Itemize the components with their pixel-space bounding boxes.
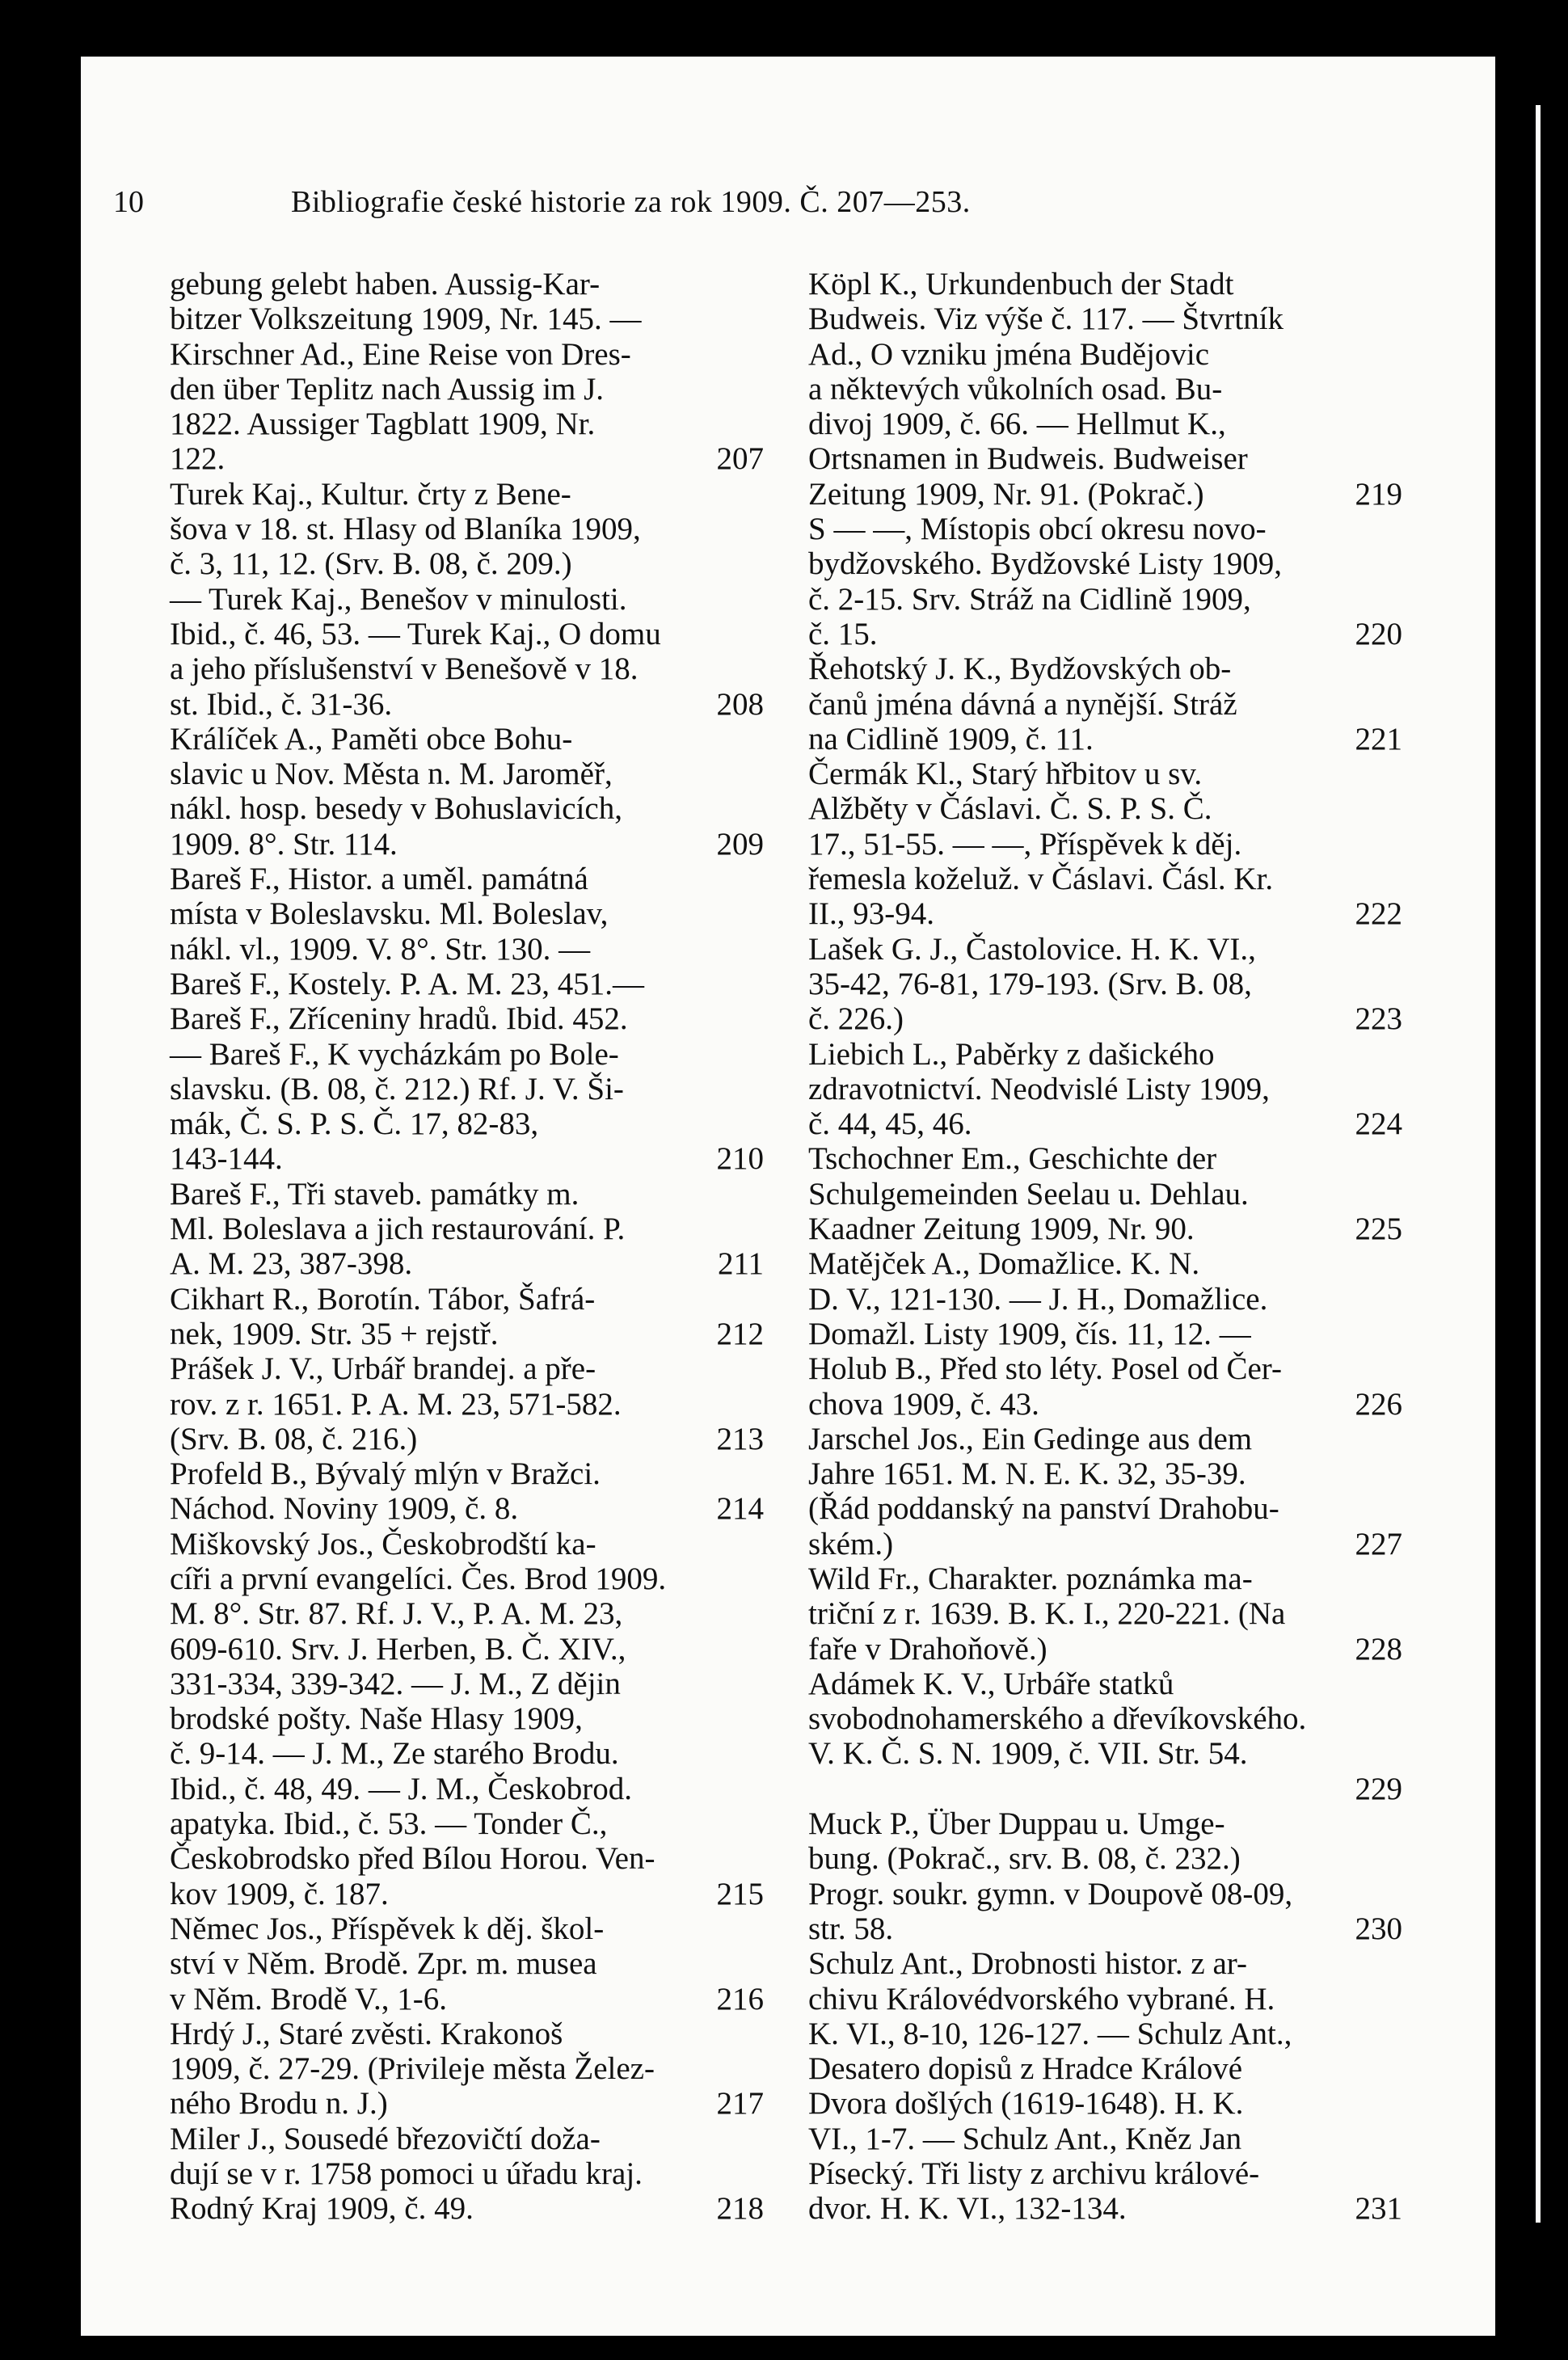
- entry-number: 222: [1355, 896, 1402, 932]
- line-text: Němec Jos., Příspěvek k děj. škol-: [170, 1911, 605, 1946]
- text-line: [808, 1527, 1402, 1561]
- line-text: v Něm. Brodě V., 1-6.: [170, 1981, 448, 2017]
- text-line: [170, 2017, 764, 2051]
- text-line: [170, 791, 764, 826]
- line-text: Holub B., Před sto léty. Posel od Čer-: [808, 1351, 1282, 1387]
- entry-number: 217: [716, 2086, 764, 2122]
- line-text: Zeitung 1909, Nr. 91. (Pokrač.): [808, 476, 1204, 512]
- line-text: Písecký. Tři listy z archivu králové-: [808, 2156, 1260, 2192]
- line-text: 122.: [170, 441, 226, 477]
- line-text: den über Teplitz nach Aussig im J.: [170, 371, 605, 407]
- line-text: Tschochner Em., Geschichte der: [808, 1141, 1217, 1177]
- text-line: [170, 2156, 764, 2191]
- line-text: Schulgemeinden Seelau u. Dehlau.: [808, 1176, 1249, 1212]
- text-line: [808, 1422, 1402, 1456]
- entry-number: 209: [716, 826, 764, 862]
- line-text: Progr. soukr. gymn. v Doupově 08-09,: [808, 1876, 1293, 1911]
- text-line: [808, 651, 1402, 686]
- line-text: Matějček A., Domažlice. K. N.: [808, 1246, 1200, 1282]
- line-text: ském.): [808, 1526, 894, 1561]
- text-line: [170, 1282, 764, 1317]
- text-line: [808, 1387, 1402, 1422]
- text-line: [170, 267, 764, 301]
- line-text: Wild Fr., Charakter. poznámka ma-: [808, 1561, 1253, 1596]
- text-line: [170, 651, 764, 686]
- entry-number: 207: [716, 441, 764, 477]
- text-line: [808, 1561, 1402, 1596]
- line-text: kov 1909, č. 187.: [170, 1876, 389, 1911]
- entry-number: 221: [1355, 721, 1402, 756]
- text-line: [808, 407, 1402, 441]
- text-line: [170, 1456, 764, 1491]
- text-line: [808, 2051, 1402, 2086]
- line-text: nek, 1909. Str. 35 + rejstř.: [170, 1316, 499, 1351]
- line-text: bydžovského. Bydžovské Listy 1909,: [808, 546, 1283, 582]
- line-text: Turek Kaj., Kultur. črty z Bene-: [170, 476, 571, 512]
- entry-number: 218: [716, 2191, 764, 2227]
- line-text: st. Ibid., č. 31-36.: [170, 686, 393, 722]
- text-line: [808, 1037, 1402, 1072]
- line-text: 143-144.: [170, 1141, 283, 1177]
- text-line: [170, 2086, 764, 2121]
- text-line: [808, 582, 1402, 617]
- text-line: [170, 1212, 764, 1246]
- entry-number: 208: [716, 686, 764, 722]
- text-line: [170, 1491, 764, 1526]
- line-text: K. VI., 8-10, 126-127. — Schulz Ant.,: [808, 2016, 1292, 2051]
- line-text: Náchod. Noviny 1909, č. 8.: [170, 1491, 519, 1527]
- text-line: [170, 1632, 764, 1667]
- text-line: [170, 1177, 764, 1212]
- line-text: 331-334, 339-342. — J. M., Z dějin: [170, 1666, 621, 1701]
- text-line: [170, 1772, 764, 1806]
- text-line: [808, 1806, 1402, 1841]
- text-line: [808, 687, 1402, 722]
- line-text: č. 2-15. Srv. Stráž na Cidlině 1909,: [808, 581, 1251, 617]
- line-text: čanů jména dávná a nynější. Stráž: [808, 686, 1237, 722]
- line-text: 609-610. Srv. J. Herben, B. Č. XIV.,: [170, 1631, 626, 1667]
- text-line: [170, 1246, 764, 1281]
- line-text: na Cidlině 1909, č. 11.: [808, 721, 1094, 756]
- text-line: [170, 546, 764, 581]
- text-line: [170, 1946, 764, 1981]
- text-line: [170, 582, 764, 617]
- line-text: Jarschel Jos., Ein Gedinge aus dem: [808, 1421, 1253, 1456]
- text-line: [808, 1212, 1402, 1246]
- text-line: [808, 1177, 1402, 1212]
- text-line: [808, 2122, 1402, 2156]
- running-title: Bibliografie české historie za rok 1909. Č. 207—253.: [291, 185, 971, 219]
- line-text: rov. z r. 1651. P. A. M. 23, 571-582.: [170, 1386, 622, 1422]
- text-line: [170, 1561, 764, 1596]
- text-line: [808, 862, 1402, 896]
- line-text: Budweis. Viz výše č. 117. — Štvrtník: [808, 301, 1284, 337]
- line-text: Köpl K., Urkundenbuch der Stadt: [808, 267, 1234, 301]
- line-text: Českobrodsko před Bílou Horou. Ven-: [170, 1841, 655, 1877]
- line-text: Kirschner Ad., Eine Reise von Dres-: [170, 336, 631, 372]
- text-line: [170, 1806, 764, 1841]
- entry-number: 226: [1355, 1386, 1402, 1422]
- line-text: č. 9-14. — J. M., Ze starého Brodu.: [170, 1736, 619, 1772]
- line-text: Hrdý J., Staré zvěsti. Krakonoš: [170, 2016, 563, 2051]
- line-text: Rodný Kraj 1909, č. 49.: [170, 2191, 474, 2227]
- line-text: — Turek Kaj., Benešov v minulosti.: [170, 581, 627, 617]
- line-text: Ortsnamen in Budweis. Budweiser: [808, 441, 1248, 477]
- line-text: ství v Něm. Brodě. Zpr. m. musea: [170, 1946, 597, 1982]
- text-line: [808, 932, 1402, 967]
- text-line: [808, 1701, 1402, 1736]
- line-text: Alžběty v Čáslavi. Č. S. P. S. Č.: [808, 791, 1212, 827]
- text-line: [808, 1317, 1402, 1351]
- text-line: [170, 1911, 764, 1946]
- text-line: [808, 1632, 1402, 1667]
- line-text: D. V., 121-130. — J. H., Domažlice.: [808, 1281, 1268, 1317]
- text-line: [808, 1911, 1402, 1946]
- text-line: [170, 617, 764, 651]
- text-line: [170, 1527, 764, 1561]
- line-text: Bareš F., Kostely. P. A. M. 23, 451.—: [170, 966, 644, 1001]
- line-text: brodské pošty. Naše Hlasy 1909,: [170, 1701, 583, 1737]
- line-text: faře v Drahoňově.): [808, 1631, 1047, 1667]
- line-text: Domažl. Listy 1909, čís. 11, 12. —: [808, 1316, 1251, 1351]
- line-text: Prášek J. V., Urbář brandej. a pře-: [170, 1351, 596, 1387]
- line-text: Profeld B., Bývalý mlýn v Bražci.: [170, 1456, 601, 1492]
- line-text: II., 93-94.: [808, 896, 934, 932]
- text-line: [170, 2191, 764, 2226]
- line-text: dují se v r. 1758 pomoci u úřadu kraj.: [170, 2156, 643, 2192]
- line-text: 1909. 8°. Str. 114.: [170, 826, 398, 862]
- text-line: [170, 1387, 764, 1422]
- line-text: č. 15.: [808, 616, 878, 651]
- text-line: [170, 477, 764, 512]
- entry-number: 219: [1355, 476, 1402, 512]
- text-line: [170, 441, 764, 476]
- line-text: Bareš F., Zříceniny hradů. Ibid. 452.: [170, 1001, 628, 1037]
- entry-number: 213: [716, 1421, 764, 1456]
- text-line: [808, 2191, 1402, 2226]
- line-text: 1822. Aussiger Tagblatt 1909, Nr.: [170, 407, 596, 442]
- page-header: [113, 176, 1406, 225]
- line-text: dvor. H. K. VI., 132-134.: [808, 2191, 1127, 2227]
- entry-number: 211: [717, 1246, 764, 1282]
- line-text: — Bareš F., K vycházkám po Bole-: [170, 1036, 619, 1072]
- text-line: [808, 267, 1402, 301]
- line-text: Liebich L., Paběrky z dašického: [808, 1036, 1215, 1072]
- line-text: řemesla koželuž. v Čáslavi. Čásl. Kr.: [808, 862, 1274, 897]
- text-line: [808, 337, 1402, 372]
- text-line: [808, 722, 1402, 756]
- line-text: (Srv. B. 08, č. 216.): [170, 1421, 418, 1456]
- line-text: Králíček A., Paměti obce Bohu-: [170, 721, 573, 756]
- line-text: A. M. 23, 387-398.: [170, 1246, 413, 1282]
- line-text: Miškovský Jos., Českobrodští ka-: [170, 1526, 596, 1561]
- line-text: č. 44, 45, 46.: [808, 1106, 972, 1142]
- line-text: nákl. hosp. besedy v Bohuslavicích,: [170, 791, 622, 827]
- line-text: chova 1909, č. 43.: [808, 1386, 1039, 1422]
- entry-number: 210: [716, 1141, 764, 1177]
- line-text: Lašek G. J., Častolovice. H. K. VI.,: [808, 931, 1256, 967]
- line-text: 1909, č. 27-29. (Privileje města Želez-: [170, 2051, 655, 2087]
- text-line: [170, 722, 764, 756]
- line-text: šova v 18. st. Hlasy od Blaníka 1909,: [170, 512, 641, 547]
- line-text: Ibid., č. 48, 49. — J. M., Českobrod.: [170, 1771, 632, 1806]
- text-line: [170, 932, 764, 967]
- text-line: [808, 1141, 1402, 1176]
- page-number: 10: [113, 185, 144, 219]
- line-text: Ad., O vzniku jména Budějovic: [808, 336, 1210, 372]
- text-line: [808, 1282, 1402, 1317]
- entry-number: 223: [1355, 1001, 1402, 1037]
- text-line: [808, 1246, 1402, 1281]
- line-text: Adámek K. V., Urbáře statků: [808, 1666, 1174, 1701]
- text-line: [170, 1351, 764, 1386]
- text-line: [170, 827, 764, 862]
- text-line: [808, 546, 1402, 581]
- line-text: a něktevých vůkolních osad. Bu-: [808, 371, 1223, 407]
- text-line: [808, 1877, 1402, 1911]
- text-line: [170, 1001, 764, 1036]
- text-line: [808, 827, 1402, 862]
- line-text: Jahre 1651. M. N. E. K. 32, 35-39.: [808, 1456, 1246, 1492]
- text-line: [808, 2156, 1402, 2191]
- text-line: [170, 1072, 764, 1106]
- line-text: triční z r. 1639. B. K. I., 220-221. (Na: [808, 1596, 1286, 1632]
- text-line: [170, 1736, 764, 1771]
- line-text: mák, Č. S. P. S. Č. 17, 82-83,: [170, 1106, 539, 1142]
- line-text: místa v Boleslavsku. Ml. Boleslav,: [170, 896, 609, 932]
- text-line: [808, 1982, 1402, 2017]
- text-line: [170, 967, 764, 1001]
- line-text: str. 58.: [808, 1911, 894, 1946]
- right-column: [808, 267, 1402, 2227]
- text-line: [808, 2086, 1402, 2121]
- line-text: a jeho příslušenství v Benešově v 18.: [170, 651, 639, 687]
- line-text: gebung gelebt haben. Aussig-Kar-: [170, 267, 601, 301]
- entry-number: 220: [1355, 616, 1402, 651]
- entry-number: 216: [716, 1981, 764, 2017]
- text-line: [170, 2122, 764, 2156]
- text-line: [170, 1422, 764, 1456]
- text-line: [170, 1317, 764, 1351]
- line-text: č. 3, 11, 12. (Srv. B. 08, č. 209.): [170, 546, 572, 582]
- text-line: [170, 1596, 764, 1631]
- line-text: Kaadner Zeitung 1909, Nr. 90.: [808, 1212, 1195, 1247]
- line-text: Bareš F., Tři staveb. památky m.: [170, 1176, 580, 1212]
- line-text: zdravotnictví. Neodvislé Listy 1909,: [808, 1071, 1270, 1106]
- text-line: [170, 2051, 764, 2086]
- line-text: Čermák Kl., Starý hřbitov u sv.: [808, 756, 1203, 792]
- text-line: [808, 1946, 1402, 1981]
- text-line: [170, 512, 764, 546]
- entry-number: 214: [716, 1491, 764, 1527]
- left-column: [170, 267, 764, 2227]
- line-text: V. K. Č. S. N. 1909, č. VII. Str. 54.: [808, 1736, 1248, 1772]
- line-text: slavsku. (B. 08, č. 212.) Rf. J. V. Ši-: [170, 1071, 624, 1106]
- line-text: ného Brodu n. J.): [170, 2086, 388, 2122]
- text-line: [170, 896, 764, 931]
- entry-number: 212: [716, 1316, 764, 1351]
- text-line: [808, 1667, 1402, 1701]
- text-line: [170, 301, 764, 336]
- entry-number: 224: [1355, 1106, 1402, 1142]
- text-line: [170, 1982, 764, 2017]
- text-line: [170, 1141, 764, 1176]
- text-line: [808, 756, 1402, 791]
- text-line: [808, 1596, 1402, 1631]
- line-text: Dvora došlých (1619-1648). H. K.: [808, 2086, 1244, 2122]
- text-line: [170, 1877, 764, 1911]
- line-text: Ml. Boleslava a jich restaurování. P.: [170, 1212, 626, 1247]
- text-line: [808, 1001, 1402, 1036]
- text-line: [808, 372, 1402, 407]
- text-line: [808, 301, 1402, 336]
- line-text: chivu Královédvorského vybrané. H.: [808, 1981, 1275, 2017]
- text-line: [808, 1351, 1402, 1386]
- page-edge: [1536, 105, 1541, 2223]
- line-text: Řehotský J. K., Bydžovských ob-: [808, 651, 1232, 687]
- text-line: [170, 337, 764, 372]
- entry-number: 215: [716, 1876, 764, 1911]
- text-line: [170, 407, 764, 441]
- text-line: [170, 1701, 764, 1736]
- line-text: Muck P., Über Duppau u. Umge-: [808, 1806, 1225, 1842]
- text-line: [170, 687, 764, 722]
- text-line: [170, 1106, 764, 1141]
- line-text: 35-42, 76-81, 179-193. (Srv. B. 08,: [808, 966, 1252, 1001]
- text-line: [808, 1072, 1402, 1106]
- line-text: S — —, Místopis obcí okresu novo-: [808, 512, 1267, 547]
- entry-number: 229: [1355, 1771, 1402, 1806]
- line-text: č. 226.): [808, 1001, 904, 1037]
- entry-number: 228: [1355, 1631, 1402, 1667]
- entry-number: 225: [1355, 1212, 1402, 1247]
- text-line: [808, 441, 1402, 476]
- text-line: [170, 372, 764, 407]
- line-text: cíři a první evangelíci. Čes. Brod 1909.: [170, 1561, 667, 1596]
- text-line: [808, 1841, 1402, 1876]
- line-text: VI., 1-7. — Schulz Ant., Kněz Jan: [808, 2121, 1242, 2156]
- entry-number: 227: [1355, 1526, 1402, 1561]
- text-line: [170, 1667, 764, 1701]
- line-text: Desatero dopisů z Hradce Králové: [808, 2051, 1243, 2087]
- entry-number: 231: [1355, 2191, 1402, 2227]
- line-text: Schulz Ant., Drobnosti histor. z ar-: [808, 1946, 1247, 1982]
- text-line: [170, 756, 764, 791]
- line-text: divoj 1909, č. 66. — Hellmut K.,: [808, 407, 1226, 442]
- entry-number: 230: [1355, 1911, 1402, 1946]
- line-text: (Řád poddanský na panství Drahobu-: [808, 1491, 1279, 1527]
- line-text: bitzer Volkszeitung 1909, Nr. 145. —: [170, 301, 642, 337]
- line-text: apatyka. Ibid., č. 53. — Tonder Č.,: [170, 1806, 608, 1842]
- text-line: [808, 2017, 1402, 2051]
- line-text: nákl. vl., 1909. V. 8°. Str. 130. —: [170, 931, 591, 967]
- text-line: [808, 1772, 1402, 1806]
- text-line: [808, 617, 1402, 651]
- text-line: [808, 1736, 1402, 1771]
- text-line: [808, 967, 1402, 1001]
- line-text: svobodnohamerského a dřevíkovského.: [808, 1701, 1307, 1737]
- text-line: [808, 477, 1402, 512]
- text-line: [808, 512, 1402, 546]
- text-line: [808, 791, 1402, 826]
- text-line: [170, 1841, 764, 1876]
- text-line: [170, 1037, 764, 1072]
- line-text: M. 8°. Str. 87. Rf. J. V., P. A. M. 23,: [170, 1596, 623, 1632]
- text-line: [808, 896, 1402, 931]
- line-text: Ibid., č. 46, 53. — Turek Kaj., O domu: [170, 616, 661, 651]
- text-line: [808, 1456, 1402, 1491]
- line-text: 17., 51-55. — —, Příspěvek k děj.: [808, 826, 1242, 862]
- text-line: [170, 862, 764, 896]
- line-text: Miler J., Sousedé březovičtí doža-: [170, 2121, 601, 2156]
- line-text: Cikhart R., Borotín. Tábor, Šafrá-: [170, 1281, 596, 1317]
- text-line: [808, 1106, 1402, 1141]
- line-text: slavic u Nov. Města n. M. Jaroměř,: [170, 756, 613, 792]
- line-text: Bareš F., Histor. a uměl. památná: [170, 862, 588, 897]
- line-text: bung. (Pokrač., srv. B. 08, č. 232.): [808, 1841, 1241, 1877]
- text-line: [808, 1491, 1402, 1526]
